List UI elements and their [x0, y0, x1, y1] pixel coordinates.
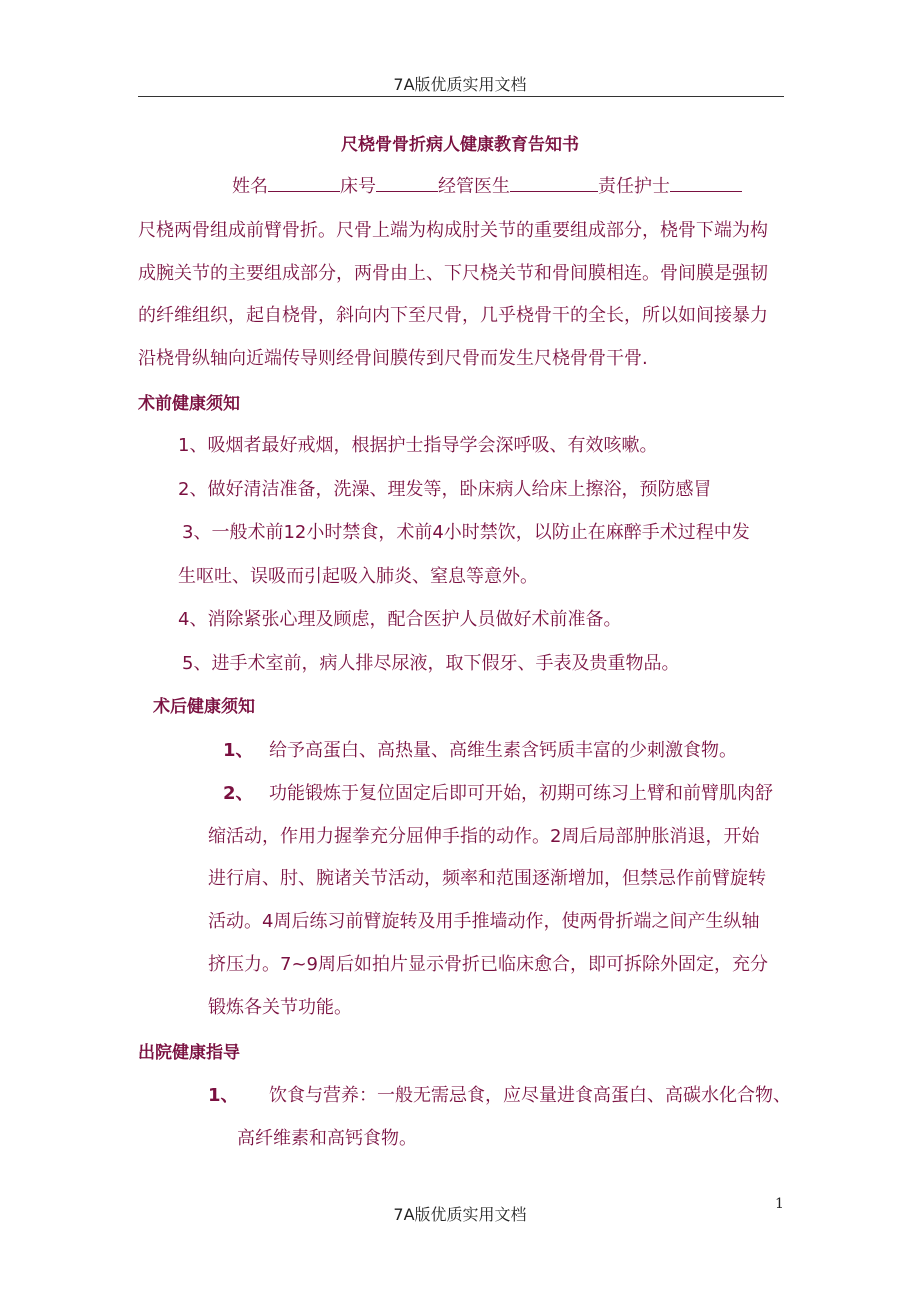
postop-heading: 术后健康须知 [153, 697, 255, 717]
discharge-heading: 出院健康指导 [138, 1043, 240, 1063]
field-doctor-blank [510, 173, 598, 192]
intro-line: 沿桡骨纵轴向近端传导则经骨间膜传到尺骨而发生尺桡骨骨干骨. [138, 348, 648, 369]
preop-item: 2、做好清洁准备，洗澡、理发等，卧床病人给床上擦浴，预防感冒 [178, 479, 712, 500]
discharge-item-number: 1、 [208, 1085, 239, 1106]
discharge-item-text: 饮食与营养：一般无需忌食，应尽量进食高蛋白、高碳水化合物、 [269, 1085, 791, 1106]
postop-continuation: 进行肩、肘、腕诸关节活动，频率和范围逐渐增加，但禁忌作前臂旋转 [208, 868, 766, 889]
page-number: 1 [775, 1196, 784, 1212]
postop-continuation: 挤压力。7~9周后如拍片显示骨折已临床愈合，即可拆除外固定，充分 [208, 954, 768, 975]
patient-info-fields [232, 172, 742, 198]
page-footer: 7A版优质实用文档 [393, 1205, 527, 1224]
postop-item-number: 1、 [223, 740, 254, 761]
document-title: 尺桡骨骨折病人健康教育告知书 [341, 135, 579, 155]
discharge-continuation: 高纤维素和高钙食物。 [237, 1128, 417, 1149]
field-nurse-label: 责任护士 [598, 176, 670, 197]
intro-line: 的纤维组织，起自桡骨，斜向内下至尺骨，几乎桡骨干的全长，所以如间接暴力 [138, 305, 768, 326]
page-header: 7A版优质实用文档 [393, 75, 527, 94]
field-nurse-blank [670, 173, 742, 192]
postop-item-number: 2、 [223, 783, 254, 804]
postop-continuation: 活动。4周后练习前臂旋转及用手推墙动作，使两骨折端之间产生纵轴 [208, 911, 760, 932]
postop-item-text: 给予高蛋白、高热量、高维生素含钙质丰富的少刺激食物。 [269, 740, 737, 761]
field-bed-blank [376, 173, 438, 192]
field-name-label: 姓名 [232, 176, 268, 197]
intro-line: 尺桡两骨组成前臂骨折。尺骨上端为构成肘关节的重要组成部分，桡骨下端为构 [138, 220, 768, 241]
header-divider [138, 96, 784, 97]
preop-item: 5、进手术室前，病人排尽尿液，取下假牙、手表及贵重物品。 [182, 653, 680, 674]
field-bed-label: 床号 [340, 176, 376, 197]
preop-item-continuation: 生呕吐、误吸而引起吸入肺炎、窒息等意外。 [178, 566, 538, 587]
preop-item: 4、消除紧张心理及顾虑，配合医护人员做好术前准备。 [178, 609, 622, 630]
preop-item: 1、吸烟者最好戒烟，根据护士指导学会深呼吸、有效咳嗽。 [178, 435, 658, 456]
discharge-item [208, 1081, 791, 1107]
postop-item [223, 779, 773, 805]
intro-line: 成腕关节的主要组成部分，两骨由上、下尺桡关节和骨间膜相连。骨间膜是强韧 [138, 263, 768, 284]
postop-item-text: 功能锻炼于复位固定后即可开始，初期可练习上臂和前臂肌肉舒 [269, 783, 773, 804]
postop-continuation: 锻炼各关节功能。 [208, 997, 352, 1018]
postop-item [223, 736, 737, 762]
field-doctor-label: 经管医生 [438, 176, 510, 197]
postop-continuation: 缩活动，作用力握拳充分屈伸手指的动作。2周后局部肿胀消退，开始 [208, 826, 760, 847]
preop-heading: 术前健康须知 [138, 394, 240, 414]
field-name-blank [268, 173, 340, 192]
preop-item: 3、一般术前12小时禁食，术前4小时禁饮，以防止在麻醉手术过程中发 [182, 522, 750, 543]
